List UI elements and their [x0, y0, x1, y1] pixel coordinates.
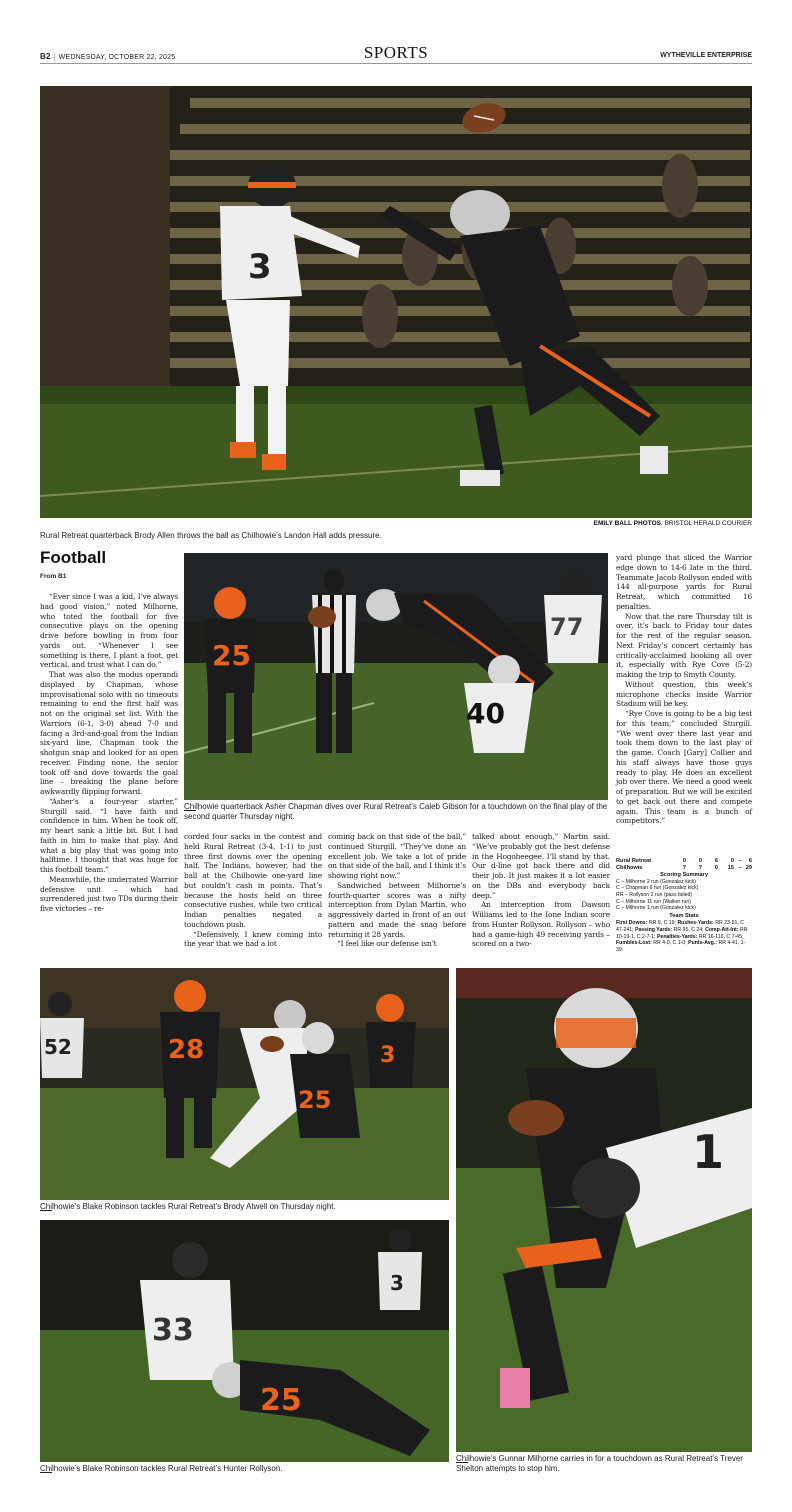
col5-paragraph: yard plunge that sliced the Warrior edge down to 14-6 late in the third. Teammate Jacob Rollyson ended with 144 all-purpose yards for Rural Retreat, which committed 16 penalties. [616, 553, 752, 611]
stat-label: Rushes-Yards: [677, 920, 714, 927]
story-jump-line: From B1 [40, 573, 67, 580]
quarter-score: 0 [698, 858, 702, 864]
tackle1-caption-prefix: Chi [40, 1202, 53, 1211]
story-column-4 [472, 832, 610, 958]
box-score [616, 858, 752, 958]
linescore-row [616, 858, 752, 865]
col4-paragraph: talked about enough,” Martin said. “We’ve probably got the best defense in the Hogoheegee. I’ll stand by that. Our d-line got back there and did their job. It just makes it a lot easier on the DBs and everybody back deep.” [472, 832, 610, 900]
stat-label: Comp-Att-Int: [705, 926, 739, 933]
main-photo-caption: Rural Retreat quarterback Brody Allen throws the ball as Chilhowie’s Landon Hall adds pressure. [40, 531, 382, 540]
scoring-play: C – Milhorne 11 run (Walker run) [616, 898, 691, 905]
tackle-photo-2-caption [40, 1464, 449, 1474]
story-column-5 [616, 553, 752, 853]
stat-value: RR 9, C 19; [648, 920, 676, 927]
svg-text:3: 3 [390, 1271, 404, 1295]
col1-paragraph: “Asher’s a four-year starter,” Sturgill said. “I have faith and confidence in him. When he took off, my heart sank a little bit. But I had faith in him to make that play. And what a big play that was going into halftime. I thought that was huge for this football team.” [40, 796, 178, 874]
stat-label: Penalties-Yards: [656, 933, 698, 940]
tackle-photo-2 [40, 1220, 449, 1462]
col3-paragraph: “I feel like our defense isn’t [337, 939, 437, 949]
svg-text:1: 1 [692, 1125, 725, 1179]
score-dash: – [738, 858, 742, 864]
scoring-play: C – Milhorne 2 run (Gonzalez kick) [616, 878, 696, 885]
team-stats [616, 920, 752, 953]
stat-value: RR 16-116, C 7-45; [698, 933, 744, 940]
final-score: 6 [748, 858, 752, 864]
col5-paragraph: Now that the rare Thursday tilt is over, it’s back to Friday tour dates for the rest of the regular season. Next Friday’s concert certainly has critically-acclaimed booking all over it, especially with Rye Cove (5-2) making the trip to Smyth County. [616, 611, 752, 679]
linescore-row [616, 865, 752, 872]
final-score: 29 [745, 864, 752, 871]
tackle-photo-1-caption [40, 1202, 449, 1212]
main-photo-image [40, 86, 752, 518]
carry-caption-prefix: Chi [456, 1454, 469, 1463]
quarter-score: 0 [682, 858, 686, 864]
story-headline: Football [40, 548, 107, 567]
carry-photo-image [456, 968, 752, 1452]
col4-paragraph: An interception from Dawson Williams led to the Ione Indian score from Hunter Rollyson. Rollyson – who had a game-high 49 receiving yards – scored on a two- [472, 900, 610, 949]
col1-paragraph: Meanwhile, the underrated Warrior defensive unit – which had surrendered just two TDs during their five victories – re- [40, 874, 178, 913]
stat-value: RR 23-91, C 47-241; [616, 920, 745, 933]
tackle2-caption-text: lhowie’s Blake Robinson tackles Rural Retreat’s Hunter Rollyson. [52, 1464, 283, 1473]
team-stats-title: Team Stats [669, 912, 699, 919]
quarter-score: 7 [682, 864, 686, 871]
carry-photo-caption [456, 1454, 752, 1474]
col2-paragraph: “Defensively, I knew coming into the year that we had a lot [184, 929, 322, 949]
svg-text:77: 77 [550, 613, 584, 641]
carry-photo [456, 968, 752, 1452]
story-column-3 [328, 832, 466, 958]
stat-label: Passing Yards: [635, 926, 673, 933]
page-number: B2 [40, 52, 51, 61]
svg-text:33: 33 [152, 1313, 194, 1348]
col3-paragraph: Sandwiched between Milhorne’s fourth-quarter scores was a nifty interception from Dylan Martin, who aggressively darted in front of an out pattern and made the snag before returning it 28 yards. [328, 880, 466, 939]
stat-value: RR 4-41, 1-39. [616, 940, 746, 953]
page-date: WEDNESDAY, OCTOBER 22, 2025 [58, 54, 176, 61]
stat-label: Punts-Avg.: [688, 940, 718, 947]
main-photo [40, 86, 752, 518]
col5-paragraph: “Rye Cove is going to be a big test for this team,” concluded Sturgill. “We went over there last year and took them down to the last play of the game. Coach [Gary] Collier and his staff always have those guys ready to play. He does an excellent job over there. We need a good week of preparation. But we will be excited to get back out there and compete again. This team is a bunch of competitors.” [616, 709, 752, 826]
stat-label: Fumbles-Lost: [616, 940, 652, 947]
main-photo-credit [594, 520, 752, 527]
quarter-score: 0 [730, 858, 734, 864]
linescore-table [616, 858, 752, 871]
col2-paragraph: corded four sacks in the contest and held Rural Retreat (3-4, 1-1) to just three first downs over the opening half. The Indians, however, had the ball at the Chilhowie one-yard line but couldn’t cash in points. That’s because the hosts held on three consecutive rushes, while two critical Indian penalties negated a touchdown push. [184, 832, 322, 929]
scoring-play: RR – Rollyson 2 run (pass failed) [616, 891, 693, 898]
stat-label: First Downs: [616, 920, 648, 927]
tackle-photo-1 [40, 968, 449, 1200]
col1-paragraph: “Ever since I was a kid, I’ve always had good vision,” noted Milhorne, who toted the football for five consecutive plays on the opening drive before bowling in from four yards out. “Whenever I see something is there, I plant a foot, get vertical, and trust what I can do.” [40, 592, 178, 670]
team-name: Chilhowie [616, 864, 643, 871]
section-title: SPORTS [363, 43, 429, 62]
stat-value: RR 4-0, C 1-0; [653, 940, 687, 947]
tackle-photo-2-image [40, 1220, 449, 1462]
svg-text:28: 28 [168, 1035, 205, 1065]
carry-caption-text: lhowie’s Gunnar Milhorne carries in for a touchdown as Rural Retreat’s Trever Shelton attempts to stop him. [456, 1454, 743, 1473]
svg-text:25: 25 [260, 1383, 302, 1418]
svg-text:25: 25 [298, 1086, 332, 1114]
scoring-summary-title: Scoring Summary [660, 872, 708, 879]
scoring-play: C – Chapman 6 run (Gonzalez kick) [616, 885, 699, 892]
quarter-score: 6 [714, 858, 718, 864]
svg-text:40: 40 [466, 697, 505, 730]
col1-paragraph: That was also the modus operandi displayed by Chapman, whose improvisational solo with no timeouts remaining to end the first half was not on the original set list. With the Warriors (6-1, 3-0) ahead 7-0 and facing a 3rd-and-goal from the Indian six-yard line, Chapman took the shotgun snap and looked for an open receiver. Finding none, the senior took off and dove towards the goal line – breaking the plane before awkwardly flipping forward. [40, 670, 178, 796]
svg-text:25: 25 [212, 639, 251, 672]
stat-value: RR 10-19-1, C 2-7-1; [616, 926, 748, 940]
header-rule [40, 63, 752, 64]
quarter-score: 0 [714, 864, 718, 871]
scoring-play: C – Milhorne 1 run (Gonzalez kick) [616, 905, 696, 912]
dive-photo [184, 553, 608, 800]
tackle-photo-1-image [40, 968, 449, 1200]
team-name: Rural Retreat [616, 858, 652, 864]
story-column-2 [184, 832, 322, 958]
score-dash: – [738, 864, 742, 871]
credit-outlet: , BRISTOL HERALD COURIER [660, 520, 752, 527]
col3-paragraph: coming back on that side of the ball,” continued Sturgill. “They’ve done an excellent job. We take a lot of pride on that side of the ball, and I think it’s showing right now.” [328, 832, 466, 880]
stat-value: RR 95, C 24; [673, 926, 704, 933]
col5-paragraph: Without question, this week’s microphone checks inside Warrior Stadium will be key. [616, 679, 752, 709]
folio-separator: | [53, 54, 56, 61]
quarter-score: 7 [698, 864, 702, 871]
quarter-score: 15 [727, 864, 734, 871]
dive-photo-caption [184, 802, 608, 822]
dive-caption-prefix: Chi [184, 802, 197, 811]
dive-caption-text: lhowie quarterback Asher Chapman dives over Rural Retreat’s Caleb Gibson for a touchdown on the final play of the second quarter Thursday night. [184, 802, 608, 821]
svg-text:3: 3 [248, 247, 272, 287]
credit-photographer: EMILY BALL PHOTOS [593, 520, 661, 527]
tackle1-caption-text: lhowie’s Blake Robinson tackles Rural Retreat’s Brody Atwell on Thursday night. [52, 1202, 336, 1211]
tackle2-caption-prefix: Chi [40, 1464, 53, 1473]
svg-text:3: 3 [380, 1043, 396, 1068]
newspaper-name: WYTHEVILLE ENTERPRISE [660, 52, 752, 59]
svg-text:52: 52 [44, 1035, 72, 1059]
story-column-1 [40, 592, 178, 958]
dive-photo-image [184, 553, 608, 800]
